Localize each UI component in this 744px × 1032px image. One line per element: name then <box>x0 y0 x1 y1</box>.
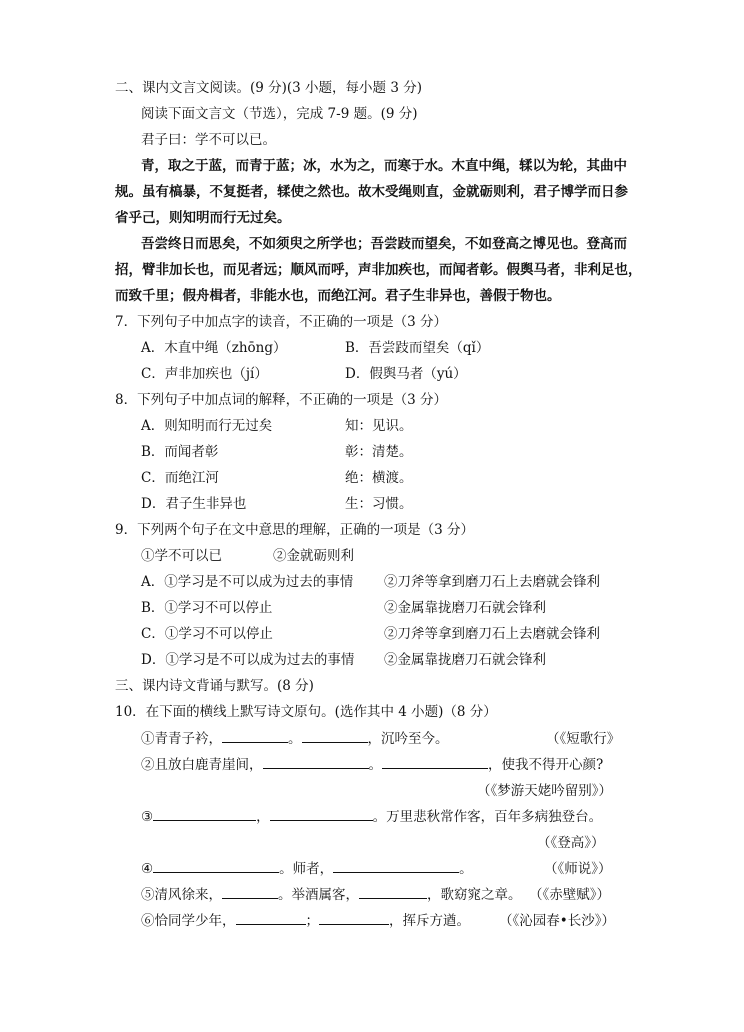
recite-source-5: （《赤壁赋》） <box>529 887 610 903</box>
q7-stem: 7．下列句子中加点字的读音，不正确的一项是（3 分） <box>115 314 447 330</box>
q9-sentence-2: ②金就砺则利 <box>273 548 354 564</box>
q9-option-c-left: C．①学习不可以停止 <box>141 626 273 642</box>
answer-blank[interactable] <box>382 756 488 769</box>
q9-option-d-right: ②金属靠拢磨刀石就会锋利 <box>384 652 546 668</box>
q8-option-d-sentence: D．君子生非异也 <box>141 496 247 512</box>
q8-option-b-sentence: B．而闻者彰 <box>141 444 219 460</box>
recite-line-2: ②且放白鹿青崖间， 。 ，使我不得开心颜? <box>141 757 604 773</box>
q9-option-b-left: B．①学习不可以停止 <box>141 600 273 616</box>
q8-option-b-meaning: 彰：清楚。 <box>345 444 413 460</box>
answer-blank[interactable] <box>270 808 373 821</box>
recite-line-3: ③ ， 。万里悲秋常作客，百年多病独登台。 <box>141 809 603 825</box>
q9-sentence-1: ①学不可以已 <box>141 548 222 564</box>
q7-option-c: C．声非加疾也（jí） <box>141 366 268 382</box>
passage-line-2: 青，取之于蓝，而青于蓝；冰，水为之，而寒于水。木直中绳，𫐓以为轮，其曲中 <box>141 158 627 174</box>
recite-line-6: ⑥恰同学少年， ； ，挥斥方遒。 <box>141 913 470 929</box>
answer-blank[interactable] <box>222 730 288 743</box>
answer-blank[interactable] <box>153 860 279 873</box>
recite-source-2: （《梦游天姥吟留别》） <box>477 783 612 799</box>
answer-blank[interactable] <box>359 886 427 899</box>
passage-line-5: 吾尝终日而思矣，不如须臾之所学也；吾尝跂而望矣，不如登高之博见也。登高而 <box>141 236 627 252</box>
q10-stem: 10．在下面的横线上默写诗文原句。(选作其中 4 小题)（8 分） <box>115 704 497 720</box>
q9-stem: 9．下列两个句子在文中意思的理解，正确的一项是（3 分） <box>115 522 474 538</box>
q7-option-b: B．吾尝跂而望矣（qǐ） <box>345 340 490 356</box>
recite-source-4: （《师说》） <box>544 861 612 877</box>
section3-heading: 三、课内诗文背诵与默写。(8 分) <box>115 678 314 694</box>
q8-stem: 8．下列句子中加点词的解释，不正确的一项是（3 分） <box>115 392 447 408</box>
q9-option-c-right: ②刀斧等拿到磨刀石上去磨就会锋利 <box>384 626 600 642</box>
recite-line-1: ①青青子衿， 。 ，沉吟至今。 <box>141 731 449 747</box>
passage-line-3: 规。虽有槁暴，不复挺者，𫐓使之然也。故木受绳则直，金就砺则利，君子博学而日参 <box>115 184 628 200</box>
recite-line-4: ④ 。师者， 。 <box>141 861 473 877</box>
q9-option-a-left: A．①学习是不可以成为过去的事情 <box>141 574 354 590</box>
recite-source-6: （《沁园春•长沙》） <box>499 913 615 929</box>
section2-instruction: 阅读下面文言文（节选），完成 7-9 题。(9 分) <box>141 106 418 122</box>
q9-option-a-right: ②刀斧等拿到磨刀石上去磨就会锋利 <box>384 574 600 590</box>
q8-option-c-sentence: C．而绝江河 <box>141 470 219 486</box>
passage-line-1: 君子曰：学不可以已。 <box>141 132 276 148</box>
recite-source-3: （《登高》） <box>537 835 605 851</box>
recite-line-5: ⑤清风徐来， 。举酒属客， ，歌窈窕之章。 <box>141 887 522 903</box>
answer-blank[interactable] <box>222 886 278 899</box>
passage-line-6: 招，臂非加长也，而见者远；顺风而呼，声非加疾也，而闻者彰。假舆马者，非利足也， <box>115 262 642 278</box>
answer-blank[interactable] <box>153 808 256 821</box>
q8-option-a-sentence: A．则知明而行无过矣 <box>141 418 273 434</box>
q7-option-a: A．木直中绳（zhōng） <box>141 340 287 356</box>
q8-option-c-meaning: 绝：横渡。 <box>345 470 413 486</box>
recite-source-1: （《短歌行》 <box>546 731 621 747</box>
answer-blank[interactable] <box>236 912 306 925</box>
section2-heading: 二、课内文言文阅读。(9 分)(3 小题，每小题 3 分) <box>115 80 422 96</box>
answer-blank[interactable] <box>333 860 459 873</box>
q7-option-d: D．假舆马者（yú） <box>345 366 467 382</box>
passage-line-7: 而致千里；假舟楫者，非能水也，而绝江河。君子生非异也，善假于物也。 <box>115 288 561 304</box>
q9-option-b-right: ②金属靠拢磨刀石就会锋利 <box>384 600 546 616</box>
passage-line-4: 省乎己，则知明而行无过矣。 <box>115 210 291 226</box>
answer-blank[interactable] <box>263 756 369 769</box>
answer-blank[interactable] <box>302 730 368 743</box>
answer-blank[interactable] <box>319 912 389 925</box>
q8-option-d-meaning: 生：习惯。 <box>345 496 413 512</box>
q8-option-a-meaning: 知：见识。 <box>345 418 413 434</box>
q9-option-d-left: D．①学习是不可以成为过去的事情 <box>141 652 355 668</box>
